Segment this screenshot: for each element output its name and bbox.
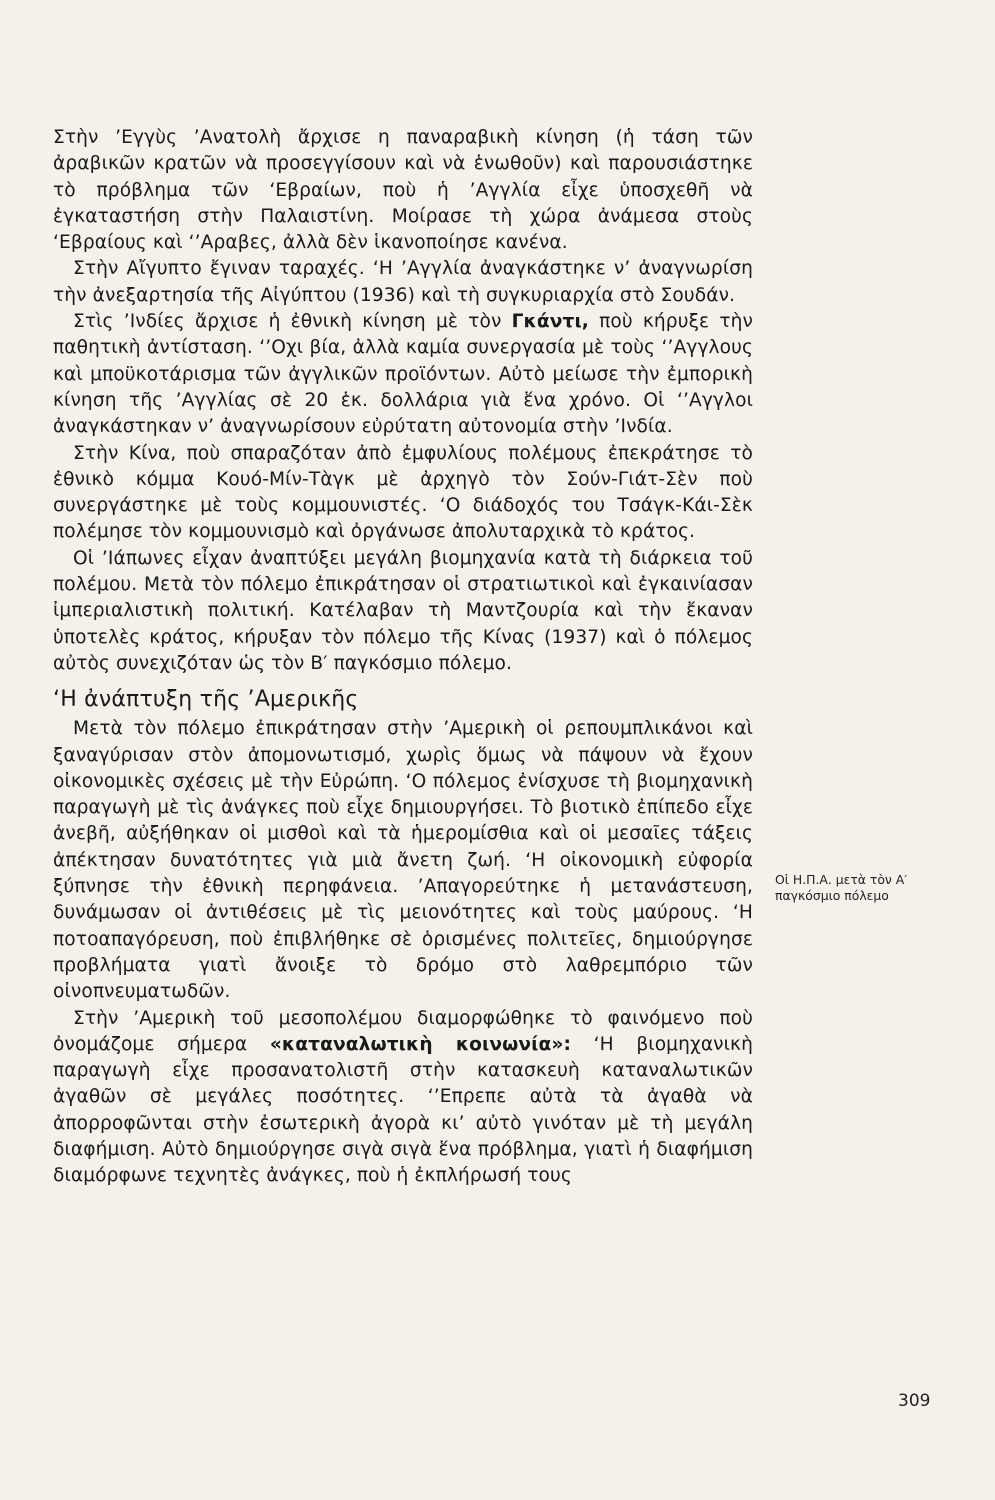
gandhi-bold-term: Γκάντι, (511, 311, 589, 333)
paragraph-india-rest: ποὺ κήρυξε τὴν παθητικὴ ἀντίσταση. ‘’Οχι βία, ἀλλὰ καμία συνεργασία μὲ τοὺς ‘’Αγγλους καὶ μποϋκοτάρισμα τῶν ἀγγλικῶν προϊόντων. Αὐτὸ μείωσε τὴν ἐμπορικὴ κίνηση τῆς ’Αγγλίας σὲ 20 ἑκ. δολλάρια γιὰ ἕνα χρόνο. Οἱ ‘’Αγγλοι ἀναγκάστηκαν ν’ ἀναγνωρίσουν εὐρύτατη αὐτονομία στὴν ’Ινδία. (53, 311, 753, 438)
paragraph-india-start: Στὶς ’Ινδίες ἄρχισε ἡ ἐθνικὴ κίνηση μὲ τὸν (73, 311, 512, 333)
paragraph-egypt: Στὴν Αἴγυπτο ἔγιναν ταραχές. ‘Η ’Αγγλία ἀναγκάστηκε ν’ ἀναγνωρίση τὴν ἀνεξαρτησία τῆς Αἰγύπτου (1936) καὶ τὴ συγκυριαρχία στὸ Σουδάν. (53, 258, 753, 306)
paragraph-consumer-rest: ‘Η βιομηχανικὴ παραγωγὴ εἶχε προσανατολιστῆ στὴν κατασκευὴ καταναλωτικῶν ἀγαθῶν σὲ μεγάλες ποσότητες. ‘’Επρεπε αὐτὰ τὰ ἀγαθὰ νὰ ἀπορροφῶνται στὴν ἐσωτερικὴ ἀγορὰ κι’ αὐτὸ γινόταν μὲ τὴ μεγάλη διαφήμιση. Αὐτὸ δημιούργησε σιγὰ σιγὰ ἕνα πρόβλημα, γιατὶ ἡ διαφήμιση διαμόρφωνε τεχνητὲς ἀνάγκες, ποὺ ἡ ἐκπλήρωσή τους (53, 1033, 753, 1187)
paragraph-china: Στὴν Κίνα, ποὺ σπαραζόταν ἀπὸ ἐμφυλίους πολέμους ἐπεκράτησε τὸ ἐθνικὸ κόμμα Κουό-Μίν-Τὰγκ μὲ ἀρχηγὸ τὸν Σούν-Γιάτ-Σὲν ποὺ συνεργάστηκε μὲ τοὺς κομμουνιστές. ‘Ο διάδοχός του Τσάγκ-Κάι-Σὲκ πολέμησε τὸν κομμουνισμὸ καὶ ὀργάνωσε ἀπολυταρχικὰ τὸ κράτος. (53, 442, 753, 543)
paragraph-levant: Στὴν ’Εγγὺς ’Ανατολὴ ἄρχισε η παναραβικὴ κίνηση (ἡ τάση τῶν ἀραβικῶν κρατῶν νὰ προσεγγίσουν καὶ νὰ ἑνωθοῦν) καὶ παρουσιάστηκε τὸ πρόβλημα τῶν ‘Εβραίων, ποὺ ἡ ’Αγγλία εἶχε ὑποσχεθῆ νὰ ἐγκαταστήση στὴν Παλαιστίνη. Μοίρασε τὴ χώρα ἀνάμεσα στοὺς ‘Εβραίους καὶ ‘’Αραβες, ἀλλὰ δὲν ἱκανοποίησε κανένα. (53, 127, 753, 254)
paragraph-consumer-start: Στὴν ’Αμερικὴ τοῦ μεσοπολέμου διαμορφώθηκε τὸ φαινόμενο ποὺ ὀνομάζομε σήμερα (53, 1007, 753, 1055)
paragraph-consumer-society (53, 1006, 753, 1190)
consumer-society-bold-term: «καταναλωτικὴ κοινωνία»: (269, 1033, 572, 1055)
paragraph-america-postwar: Μετὰ τὸν πόλεμο ἐπικράτησαν στὴν ’Αμερικὴ οἱ ρεπουμπλικάνοι καὶ ξαναγύρισαν στὸν ἀπομονωτισμό, χωρὶς ὅμως νὰ πάψουν νὰ ἔχουν οἰκονομικὲς σχέσεις μὲ τὴν Εὐρώπη. ‘Ο πόλεμος ἐνίσχυσε τὴ βιομηχανικὴ παραγωγὴ μὲ τὶς ἀνάγκες ποὺ εἶχε δημιουργήσει. Τὸ βιοτικὸ ἐπίπεδο εἶχε ἀνεβῆ, αὐξήθηκαν οἱ μισθοὶ καὶ τὰ ἡμερομίσθια καὶ οἱ μεσαῖες τάξεις ἀπέκτησαν δυνατότητες γιὰ μιὰ ἄνετη ζωή. ‘Η οἰκονομικὴ εὐφορία ξύπνησε τὴν ἐθνικὴ περηφάνεια. ’Απαγορεύτηκε ἡ μετανάστευση, δυνάμωσαν οἱ ἀντιθέσεις μὲ τὶς μειονότητες καὶ τοὺς μαύρους. ‘Η ποτοαπαγόρευση, ποὺ ἐπιβλήθηκε σὲ ὁρισμένες πολιτεῖες, δημιούργησε προβλήματα γιατὶ ἄνοιξε τὸ δρόμο στὸ λαθρεμπόριο τῶν οἰνοπνευματωδῶν. (53, 718, 753, 1003)
paragraph-india (53, 309, 753, 440)
margin-note: Οἱ Η.Π.Α. μετὰ τὸν Α′ παγκόσμιο πόλεμο (775, 872, 908, 903)
page-number: 309 (898, 1391, 931, 1411)
section-heading-america: ‘Η ἀνάπτυξη τῆς ’Αμερικῆς (53, 687, 359, 713)
main-text-column (53, 125, 753, 1190)
paragraph-japan: Οἱ ’Ιάπωνες εἶχαν ἀναπτύξει μεγάλη βιομηχανία κατὰ τὴ διάρκεια τοῦ πολέμου. Μετὰ τὸν πόλεμο ἐπικράτησαν οἱ στρατιωτικοὶ καὶ ἐγκαινίασαν ἰμπεριαλιστικὴ πολιτική. Κατέλαβαν τὴ Μαντζουρία καὶ τὴν ἔκαναν ὑποτελὲς κράτος, κήρυξαν τὸν πόλεμο τῆς Κίνας (1937) καὶ ὁ πόλεμος αὐτὸς συνεχιζόταν ὡς τὸν Β′ παγκόσμιο πόλεμο. (53, 547, 753, 674)
